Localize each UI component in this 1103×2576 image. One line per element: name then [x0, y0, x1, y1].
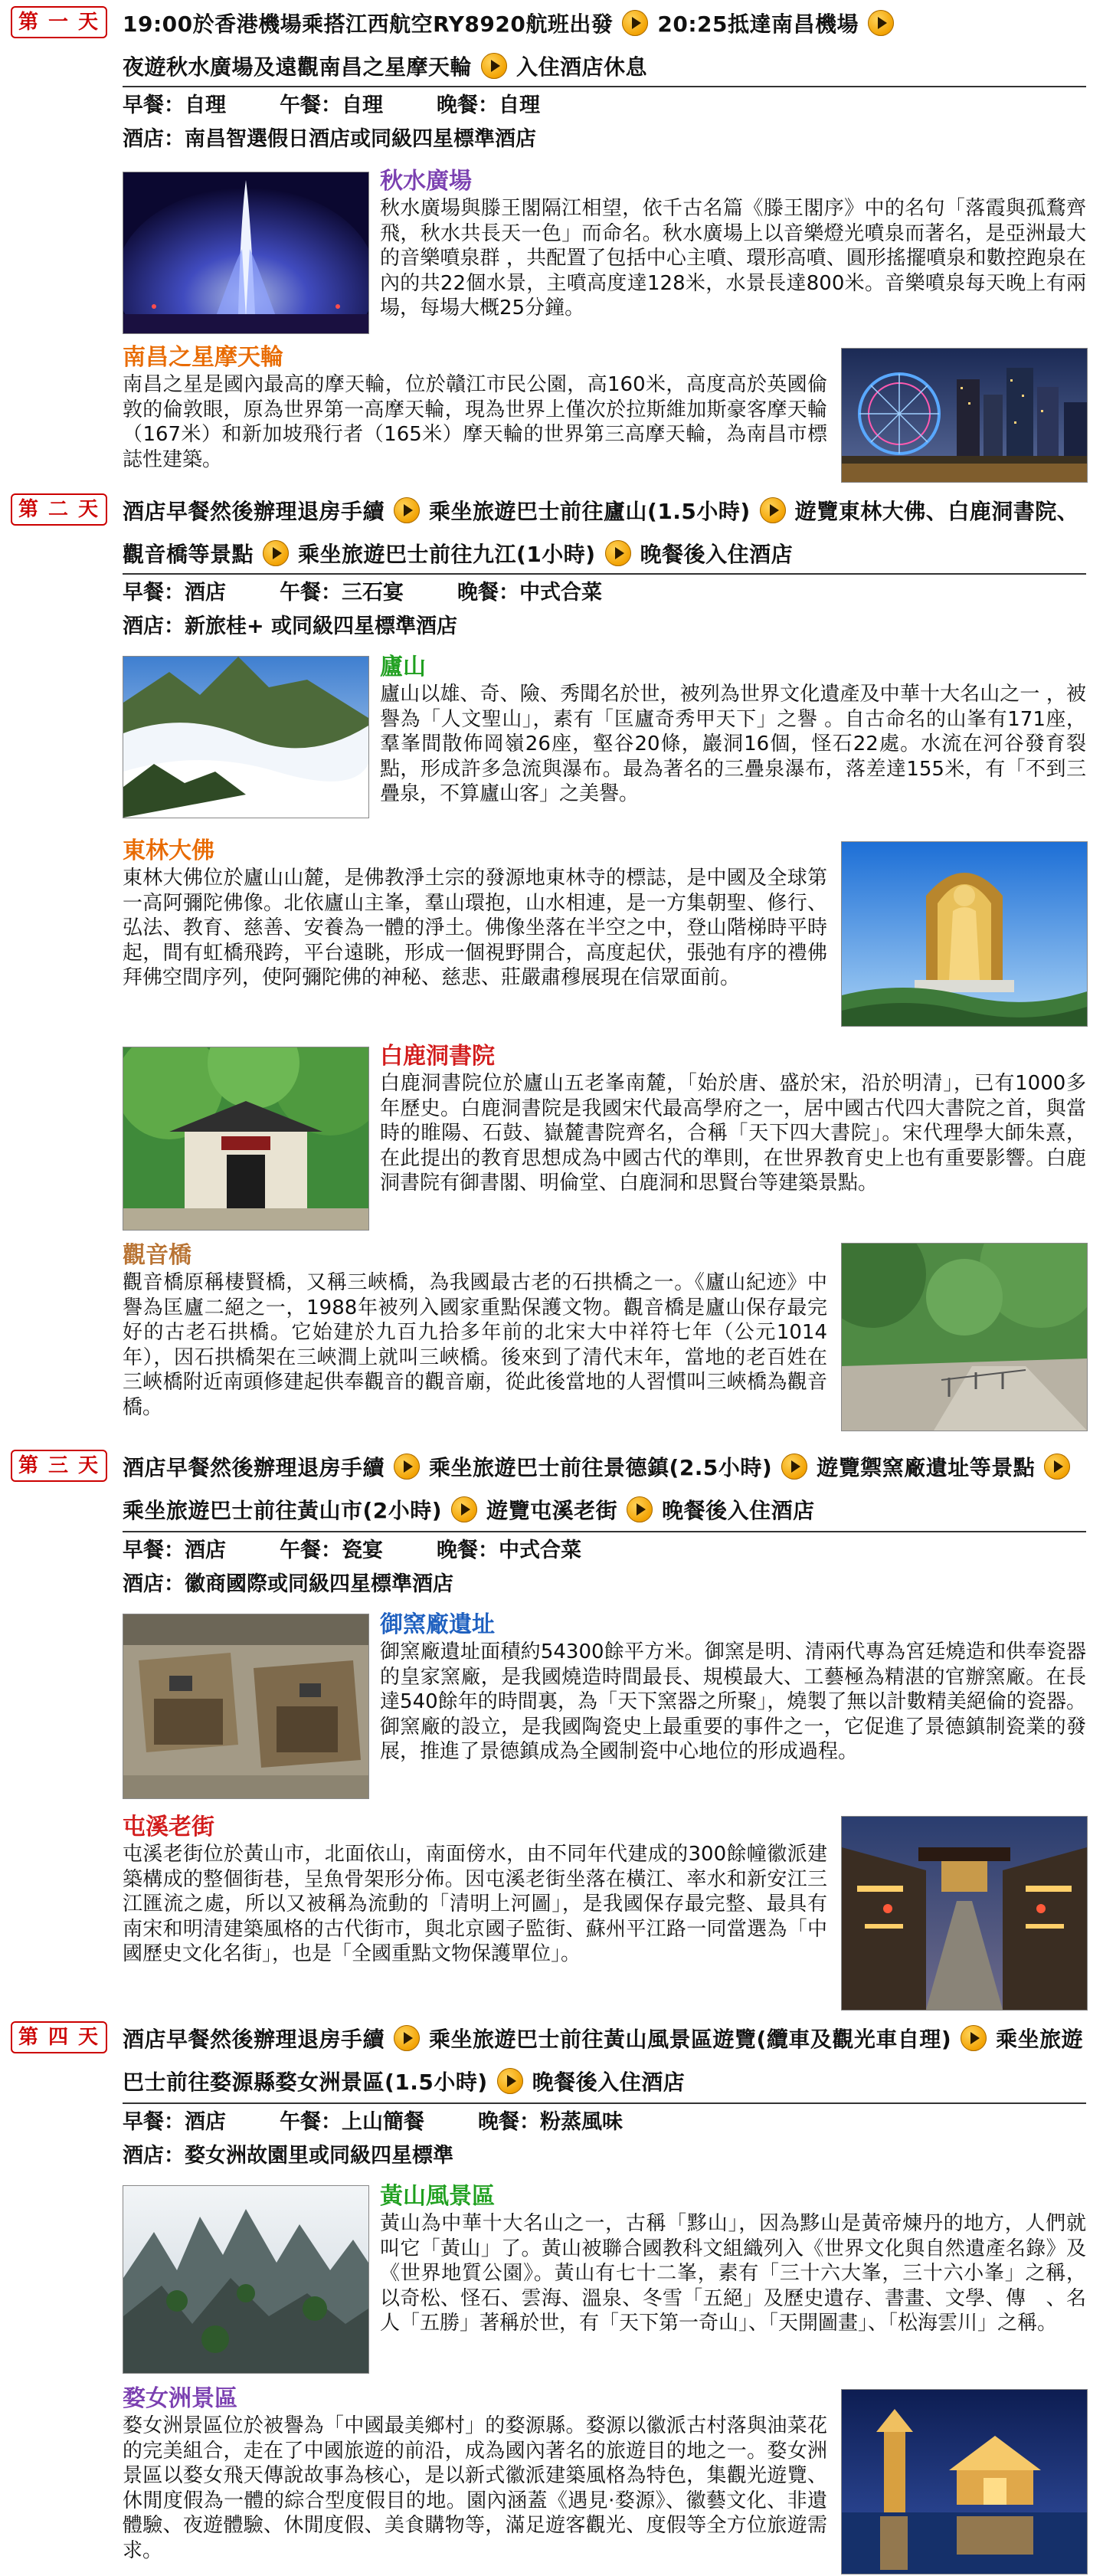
sight-block	[123, 1241, 1086, 1433]
sight-block	[123, 167, 1086, 333]
day-badge: 第 一 天	[11, 6, 107, 38]
fountain-photo	[123, 172, 369, 334]
meals-info	[123, 576, 1086, 644]
sight-title: 秋水廣場	[380, 168, 472, 195]
old-street-photo	[841, 1816, 1088, 2011]
arrow-right-icon	[781, 1454, 807, 1480]
sight-title: 南昌之星摩天輪	[123, 344, 283, 371]
itinerary-step: 夜遊秋水廣場及遠觀南昌之星摩天輪	[123, 54, 473, 80]
sight-description: 婺女洲景區位於被譽為「中國最美鄉村」的婺源縣。婺源以徽派古村落與油菜花的完美組合，走在了中國旅遊的前沿，成為國內著名的旅遊目的地之一。婺女洲景區以婺女飛天傳說故事為核心，是以新式徽派建築風格為特色，集觀光遊覽、休閒度假為一體的綜合型度假目的地。園內涵蓋《遇見·婺源》、徽藝文化、非遺體驗、夜遊體驗、休閒度假、美食購物等，滿足遊客觀光、度假等全方位旅遊需求。	[123, 2414, 827, 2562]
itinerary-step: 晚餐後入住酒店	[532, 2070, 686, 2095]
hotel: 酒店：徽商國際或同級四星標準酒店	[123, 1572, 453, 1596]
academy-gate-photo	[123, 1047, 369, 1231]
arrow-right-icon	[394, 1454, 420, 1480]
itinerary-line	[123, 2018, 1086, 2104]
sight-title: 黃山風景區	[380, 2183, 495, 2210]
sight-description: 觀音橋原稱棲賢橋，又稱三峽橋，為我國最古老的石拱橋之一。《廬山紀迹》中譽為匡廬二絕之一，1988年被列入國家重點保護文物。觀音橋是廬山保存最完好的古老石拱橋。它始建於九百九拾多年前的北宋大中祥符七年（公元1014年），因石拱橋架在三峽澗上就叫三峽橋。後來到了清代末年，當地的老百姓在三峽橋附近南頭修建起供奉觀音的觀音廟，從此後當地的人習慣叫三峽橋為觀音橋。	[123, 1271, 827, 1419]
meals-info	[123, 1534, 1086, 1601]
breakfast: 早餐：酒店	[123, 2110, 226, 2134]
lunch: 午餐：上山簡餐	[280, 2110, 424, 2134]
sight-description: 秋水廣場與滕王閣隔江相望，依千古名篇《滕王閣序》中的名句「落霞與孤鶩齊飛，秋水共長天一色」而命名。秋水廣場上以音樂燈光噴泉而著名，是亞洲最大的音樂噴泉群 ，共配置了包括中心主噴、環形高噴、圓形搖擺噴泉和數控跑泉在內的共22個水景，主噴高度達128米，水景長達800米。音樂噴泉每天晚上有兩場，每場大概25分鐘。	[380, 197, 1086, 320]
day-badge: 第 四 天	[11, 2021, 107, 2053]
arrow-right-icon	[868, 10, 894, 36]
dinner: 晚餐：中式合菜	[457, 581, 602, 605]
itinerary-step: 酒店早餐然後辦理退房手續	[123, 2027, 385, 2052]
day-badge: 第 三 天	[11, 1450, 107, 1482]
itinerary-step: 酒店早餐然後辦理退房手續	[123, 499, 385, 524]
itinerary-step: 乘坐旅遊巴士前往婺源縣婺女洲景區(1.5小時)	[123, 2027, 1084, 2095]
sight-block	[123, 343, 1086, 481]
itinerary-step: 乘坐旅遊巴士前往九江(1小時)	[298, 542, 596, 567]
sight-block	[123, 1042, 1086, 1234]
meals-info	[123, 2106, 1086, 2173]
sight-block	[123, 653, 1086, 821]
sight-description: 御窯廠遺址面積約54300餘平方米。御窯是明、清兩代專為宮廷燒造和供奉瓷器的皇家窯廠，是我國燒造時間最長、規模最大、工藝極為精湛的官辦窯廠。在長達540餘年的時間裏，為「天下窯器之所聚」，燒製了無以計數精美絕倫的瓷器。御窯廠的設立，是我國陶瓷史上最重要的事件之一，它促進了景德鎮制瓷業的發展，推進了景德鎮成為全國制瓷中心地位的形成過程。	[380, 1640, 1086, 1763]
huangshan-photo	[123, 2185, 369, 2374]
sight-block	[123, 2182, 1086, 2377]
lunch: 午餐：瓷宴	[280, 1539, 383, 1562]
dinner: 晚餐：中式合菜	[437, 1539, 581, 1562]
wunvzhou-night-photo	[841, 2389, 1088, 2574]
sight-block	[123, 1813, 1086, 2014]
sight-title: 東林大佛	[123, 837, 214, 864]
itinerary-line	[123, 3, 1086, 89]
itinerary-line	[123, 1447, 1086, 1532]
sight-description: 南昌之星是國內最高的摩天輪，位於贛江市民公園，高160米，高度高於英國倫敦的倫敦眼，原為世界第一高摩天輪，現為世界上僅次於拉斯維加斯豪客摩天輪（167米）和新加坡飛行者（165米）摩天輪的世界第三高摩天輪，為南昌市標誌性建築。	[123, 373, 827, 471]
arrow-right-icon	[622, 10, 648, 36]
ferris-wheel-photo	[841, 348, 1088, 483]
itinerary-step: 遊覽屯溪老街	[486, 1498, 618, 1523]
divider	[123, 573, 1086, 575]
sight-title: 白鹿洞書院	[380, 1043, 495, 1070]
itinerary-step: 酒店早餐然後辦理退房手續	[123, 1455, 385, 1480]
sight-description: 白鹿洞書院位於廬山五老峯南麓，「始於唐、盛於宋，沿於明清」，已有1000多年歷史。白鹿洞書院是我國宋代最高學府之一，居中國古代四大書院之首，與當時的睢陽、石鼓、嶽麓書院齊名，合稱「天下四大書院」。宋代理學大師朱熹，在此提出的教育思想成為中國古代的準則，在世界教育史上也有重要影響。白鹿洞書院有御書閣、明倫堂、白鹿洞和思賢台等建築景點。	[380, 1072, 1086, 1195]
sight-description: 屯溪老街位於黃山市，北面依山，南面傍水，由不同年代建成的300餘幢徽派建築構成的整個街巷，呈魚骨架形分佈。因屯溪老街坐落在橫江、率水和新安江三江匯流之處，所以又被稱為流動的「清明上河圖」，是我國保存最完整、最具有南宋和明清建築風格的古代街市，與北京國子監街、蘇州平江路一同當選為「中國歷史文化名街」，也是「全國重點文物保護單位」。	[123, 1843, 827, 1965]
dinner: 晚餐：自理	[437, 93, 540, 117]
arrow-right-icon	[263, 540, 289, 566]
itinerary-step: 乘坐旅遊巴士前往黃山市(2小時)	[123, 1498, 443, 1523]
divider	[123, 86, 1086, 87]
breakfast: 早餐：酒店	[123, 1539, 226, 1562]
arrow-right-icon	[394, 497, 420, 523]
divider	[123, 2102, 1086, 2104]
sight-block	[123, 1611, 1086, 1802]
arrow-right-icon	[394, 2025, 420, 2051]
sight-block	[123, 837, 1086, 1036]
dinner: 晚餐：粉蒸風味	[478, 2110, 623, 2134]
itinerary-step: 入住酒店休息	[516, 54, 648, 80]
itinerary-step: 遊覽禦窯廠遺址等景點	[817, 1455, 1036, 1480]
hotel: 酒店：新旅桂+ 或同級四星標準酒店	[123, 615, 458, 638]
arrow-right-icon	[481, 53, 507, 79]
itinerary-step: 晚餐後入住酒店	[640, 542, 794, 567]
itinerary-step: 20:25抵達南昌機場	[657, 11, 859, 37]
arrow-right-icon	[1044, 1454, 1070, 1480]
itinerary-step: 乘坐旅遊巴士前往黃山風景區遊覽(纜車及觀光車自理)	[429, 2027, 952, 2052]
sight-title: 廬山	[380, 654, 426, 680]
sight-title: 觀音橋	[123, 1242, 191, 1269]
day-badge: 第 二 天	[11, 493, 107, 526]
itinerary-line	[123, 490, 1086, 576]
hotel: 酒店：婺女洲故園里或同級四星標準	[123, 2144, 453, 2168]
arrow-right-icon	[760, 497, 786, 523]
breakfast: 早餐：酒店	[123, 581, 226, 605]
lunch: 午餐：三石宴	[280, 581, 404, 605]
itinerary-step: 19:00於香港機場乘搭江西航空RY8920航班出發	[123, 11, 614, 37]
itinerary-step: 遊覽東林大佛、白鹿洞書院、觀音橋等景點	[123, 499, 1079, 567]
arrow-right-icon	[497, 2068, 523, 2094]
sight-title: 婺女洲景區	[123, 2385, 237, 2412]
arrow-right-icon	[961, 2025, 987, 2051]
sight-title: 御窯廠遺址	[380, 1611, 495, 1638]
divider	[123, 1531, 1086, 1532]
mountain-clouds-photo	[123, 656, 369, 818]
stone-bridge-photo	[841, 1243, 1088, 1431]
sight-title: 屯溪老街	[123, 1814, 214, 1840]
itinerary-step: 晚餐後入住酒店	[662, 1498, 815, 1523]
sight-description: 東林大佛位於廬山山麓，是佛教淨土宗的發源地東林寺的標誌，是中國及全球第一高阿彌陀佛像。北依廬山主峯，羣山環抱，山水相連，是一方集朝聖、修行、弘法、教育、慈善、安養為一體的淨土。佛像坐落在半空之中，登山階梯時平時起，間有虹橋飛跨，平台遠眺，形成一個視野開合，高度起伏，張弛有序的禮佛拜佛空間序列，使阿彌陀佛的神秘、慈悲、莊嚴肅穆展現在信眾面前。	[123, 867, 827, 989]
meals-info	[123, 89, 1086, 156]
sight-description: 黃山為中華十大名山之一，古稱「黟山」，因為黟山是黃帝煉丹的地方，人們就叫它「黃山」了。黃山被聯合國教科文組織列入《世界文化與自然遺產名錄》及《世界地質公園》。黃山有七十二峯，素有「三十六大峯，三十六小峯」之稱，以奇松、怪石、雲海、溫泉、冬雪「五絕」及歷史遺存、書畫、文學、傳 、名人「五勝」著稱於世，有「天下第一奇山」、「天開圖畫」、「松海雲川」之稱。	[380, 2212, 1086, 2335]
sight-description: 廬山以雄、奇、險、秀聞名於世，被列為世界文化遺產及中華十大名山之一 ，被譽為「人文聖山」，素有「匡廬奇秀甲天下」之譽 。自古命名的山峯有171座，羣峯間散佈岡嶺26座，壑谷20條，巖洞16個，怪石22處。水流在河谷發育裂點，形成許多急流與瀑布。最為著名的三疊泉瀑布，落差達155米，有「不到三疊泉，不算廬山客」之美譽。	[380, 683, 1086, 805]
buddha-statue-photo	[841, 841, 1088, 1027]
breakfast: 早餐：自理	[123, 93, 226, 117]
sight-block	[123, 2384, 1086, 2576]
arrow-right-icon	[605, 540, 631, 566]
lunch: 午餐：自理	[280, 93, 383, 117]
hotel: 酒店：南昌智選假日酒店或同級四星標準酒店	[123, 127, 536, 151]
kiln-ruins-photo	[123, 1614, 369, 1799]
itinerary-step: 乘坐旅遊巴士前往景德鎮(2.5小時)	[429, 1455, 773, 1480]
arrow-right-icon	[627, 1496, 653, 1522]
arrow-right-icon	[451, 1496, 477, 1522]
itinerary-step: 乘坐旅遊巴士前往廬山(1.5小時)	[429, 499, 751, 524]
